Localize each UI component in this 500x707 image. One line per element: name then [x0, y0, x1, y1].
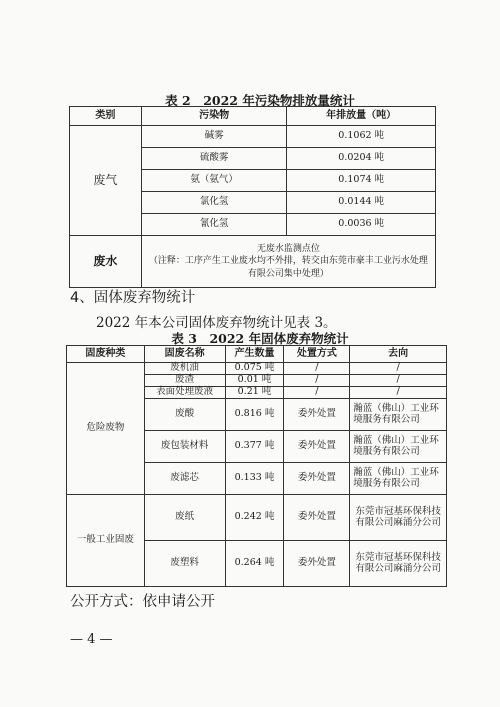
table2-pollutant: 硫酸雾	[141, 148, 287, 170]
disclosure-text: 公开方式：依申请公开	[70, 594, 215, 610]
section-paragraph: 2022 年本公司固体废弃物统计见表 3。	[96, 315, 337, 331]
table2-header-category: 类别	[70, 107, 142, 126]
table3-qty: 0.01 吨	[225, 375, 284, 387]
table3-dest: 瀚蓝（佛山）工业环境服务有限公司	[350, 399, 447, 431]
table3-qty: 0.264 吨	[225, 541, 284, 587]
table2-amount: 0.1062 吨	[287, 126, 436, 148]
table3-header-name: 固废名称	[144, 346, 225, 363]
table3-dest: 东莞市冠基环保科技有限公司麻涌分公司	[350, 495, 447, 541]
table2-amount: 0.1074 吨	[287, 170, 436, 192]
table3-header-method: 处置方式	[284, 346, 350, 363]
table3-method: 委外处置	[284, 399, 350, 431]
table2	[69, 106, 436, 288]
table3-name: 废纸	[144, 495, 225, 541]
table2-water-cell	[141, 236, 435, 288]
table2-category-water: 废水	[70, 236, 142, 288]
table3-method: 委外处置	[284, 463, 350, 495]
table3-method: /	[284, 375, 350, 387]
table2-pollutant: 氰化氢	[141, 214, 287, 236]
table3-name: 废滤芯	[144, 463, 225, 495]
table3-method: 委外处置	[284, 541, 350, 587]
table3-header-dest: 去向	[350, 346, 447, 363]
table2-pollutant: 氨（氨气）	[141, 170, 287, 192]
table3-qty: 0.242 吨	[225, 495, 284, 541]
table3-dest: /	[350, 375, 447, 387]
table3-category-general: 一般工业固废	[67, 495, 145, 587]
table2-pollutant: 碱雾	[141, 126, 287, 148]
table-row	[70, 236, 436, 288]
table3-name: 废塑料	[144, 541, 225, 587]
table3-header-qty: 产生数量	[225, 346, 284, 363]
table-row	[70, 126, 436, 148]
table2-header-row	[70, 107, 436, 126]
table3-name: 废包装材料	[144, 431, 225, 463]
table3-category-hazardous: 危险废物	[67, 363, 145, 495]
table3-name: 废机油	[144, 363, 225, 375]
table3-dest: /	[350, 387, 447, 399]
table3-dest: /	[350, 363, 447, 375]
table2-header-amount: 年排放量（吨）	[287, 107, 436, 126]
table-row	[67, 363, 447, 375]
table3-qty: 0.075 吨	[225, 363, 284, 375]
table3-header-row	[67, 346, 447, 363]
table3-dest: 瀚蓝（佛山）工业环境服务有限公司	[350, 431, 447, 463]
table2-amount: 0.0204 吨	[287, 148, 436, 170]
table2-pollutant: 氯化氢	[141, 192, 287, 214]
table3-qty: 0.816 吨	[225, 399, 284, 431]
table3-method: 委外处置	[284, 431, 350, 463]
table3-name: 表面处理废液	[144, 387, 225, 399]
table3-qty: 0.377 吨	[225, 431, 284, 463]
table3	[66, 345, 447, 587]
table3-caption: 表 3 2022 年固体废弃物统计	[171, 331, 349, 346]
table2-water-line1: 无废水监测点位	[256, 244, 320, 255]
table3-method: /	[284, 387, 350, 399]
table3-dest: 瀚蓝（佛山）工业环境服务有限公司	[350, 463, 447, 495]
table2-header-pollutant: 污染物	[141, 107, 287, 126]
section-heading: 4、固体废弃物统计	[70, 290, 196, 306]
table3-name: 废渣	[144, 375, 225, 387]
table3-qty: 0.133 吨	[225, 463, 284, 495]
table2-caption: 表 2 2022 年污染物排放量统计	[165, 93, 355, 108]
table3-dest: 东莞市冠基环保科技有限公司麻涌分公司	[350, 541, 447, 587]
table2-amount: 0.0036 吨	[287, 214, 436, 236]
table3-qty: 0.21 吨	[225, 387, 284, 399]
page-number: — 4 —	[70, 632, 113, 647]
table3-name: 废酸	[144, 399, 225, 431]
table-row	[67, 495, 447, 541]
table3-header-type: 固废种类	[67, 346, 145, 363]
table2-amount: 0.0144 吨	[287, 192, 436, 214]
table3-method: /	[284, 363, 350, 375]
table2-water-line2: （注释：工序产生工业废水均不外排，转交由东莞市豪丰工业污水处理有限公司集中处理）	[148, 256, 428, 279]
table2-category-gas: 废气	[70, 126, 142, 236]
table3-method: 委外处置	[284, 495, 350, 541]
